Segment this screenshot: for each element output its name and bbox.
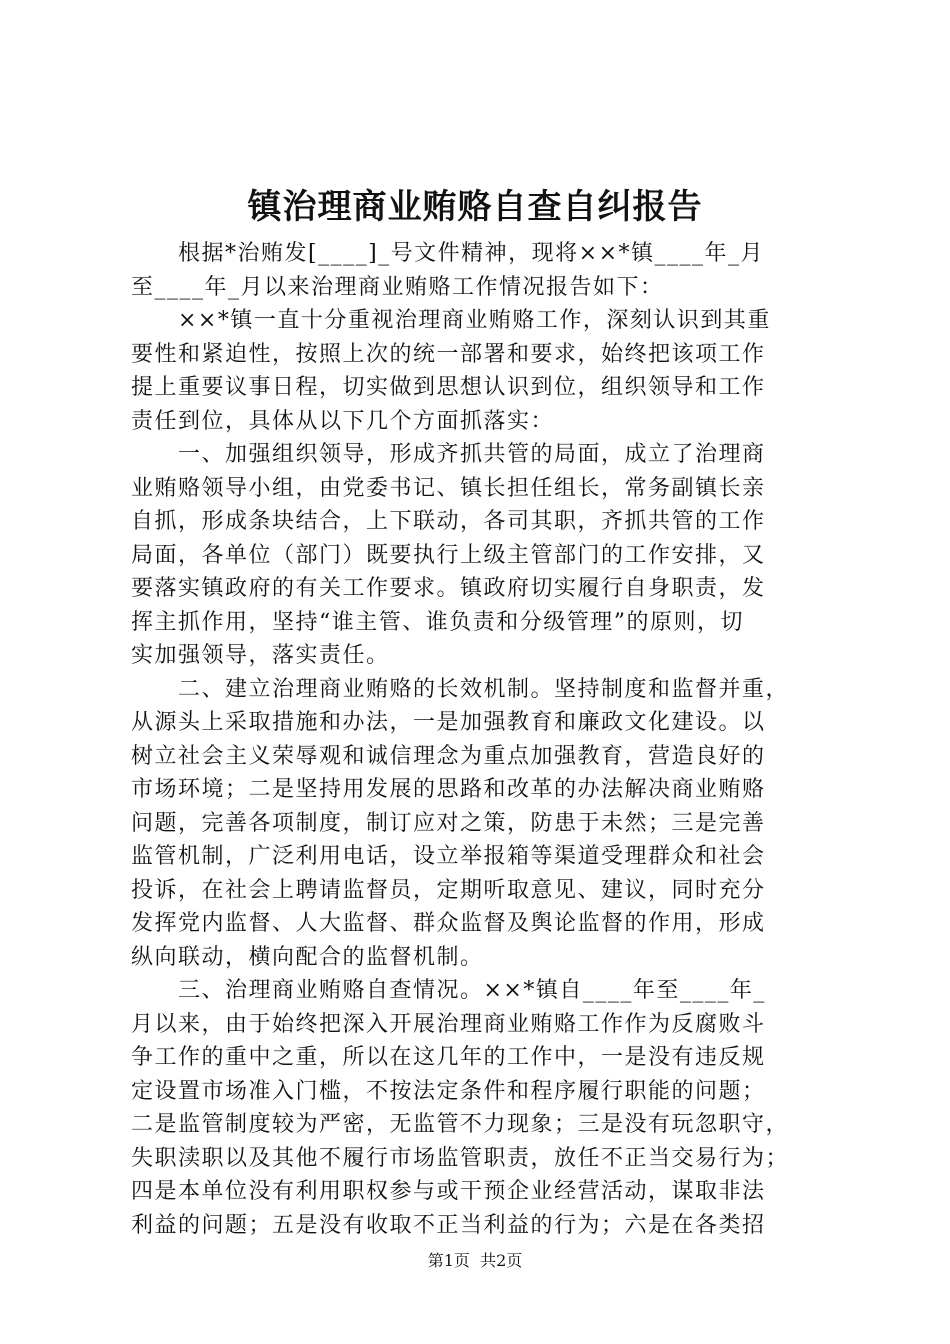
body-line: 三、治理商业贿赂自查情况。××*镇自____年至____年_ [131, 978, 766, 1003]
body-line: 从源头上采取措施和办法，一是加强教育和廉政文化建设。以 [131, 710, 766, 735]
document-title: 镇治理商业贿赂自查自纠报告 [247, 187, 703, 227]
body-line: 市场环境；二是坚持用发展的思路和改革的办法解决商业贿赂 [131, 777, 766, 802]
body-line: 根据*治贿发[____]_号文件精神，现将××*镇____年_月 [131, 241, 765, 266]
document-body [131, 237, 831, 1242]
body-line: 月以来，由于始终把深入开展治理商业贿赂工作作为反腐败斗 [131, 1011, 766, 1037]
body-line: 四是本单位没有利用职权参与或干预企业经营活动，谋取非法 [131, 1179, 766, 1204]
body-line: 利益的问题；五是没有收取不正当利益的行为；六是在各类招 [131, 1212, 766, 1238]
body-line: 失职渎职以及其他不履行市场监管职责，放任不正当交易行为； [131, 1145, 790, 1171]
body-line: 自抓，形成条块结合，上下联动，各司其职，齐抓共管的工作 [131, 509, 766, 534]
body-line: 树立社会主义荣辱观和诚信理念为重点加强教育，营造良好的 [131, 743, 766, 769]
body-line: 实加强领导，落实责任。 [131, 643, 390, 668]
body-line: 纵向联动，横向配合的监督机制。 [131, 944, 484, 970]
body-line: 定设置市场准入门槛，不按法定条件和程序履行职能的问题； [131, 1078, 766, 1104]
body-line: 一、加强组织领导，形成齐抓共管的局面，成立了治理商 [131, 442, 766, 467]
body-line: 发挥党内监督、人大监督、群众监督及舆论监督的作用，形成 [131, 911, 766, 936]
body-line: 监管机制，广泛利用电话，设立举报箱等渠道受理群众和社会 [131, 844, 766, 869]
body-line: 争工作的重中之重，所以在这几年的工作中，一是没有违反规 [131, 1045, 766, 1070]
body-line: 问题，完善各项制度，制订应对之策，防患于未然；三是完善 [131, 810, 766, 836]
body-line: 二、建立治理商业贿赂的长效机制。坚持制度和监督并重， [131, 676, 790, 702]
body-line: 提上重要议事日程，切实做到思想认识到位，组织领导和工作 [131, 375, 766, 400]
body-line: 投诉，在社会上聘请监督员，定期听取意见、建议，同时充分 [131, 877, 766, 903]
page-number-footer: 第1页 共2页 [427, 1251, 523, 1270]
body-line: 业贿赂领导小组，由党委书记、镇长担任组长，常务副镇长亲 [131, 475, 766, 501]
body-line: 责任到位，具体从以下几个方面抓落实： [131, 408, 555, 434]
body-line: 要性和紧迫性，按照上次的统一部署和要求，始终把该项工作 [131, 341, 766, 367]
body-line: 要落实镇政府的有关工作要求。镇政府切实履行自身职责，发 [131, 576, 766, 601]
body-line: 挥主抓作用，坚持“谁主管、谁负责和分级管理”的原则，切 [131, 609, 744, 635]
body-line: 局面，各单位（部门）既要执行上级主管部门的工作安排，又 [131, 542, 766, 568]
body-line: 至____年_月以来治理商业贿赂工作情况报告如下： [131, 274, 664, 300]
body-line: ××*镇一直十分重视治理商业贿赂工作，深刻认识到其重 [131, 308, 771, 333]
body-line: 二是监管制度较为严密，无监管不力现象；三是没有玩忽职守， [131, 1112, 790, 1137]
